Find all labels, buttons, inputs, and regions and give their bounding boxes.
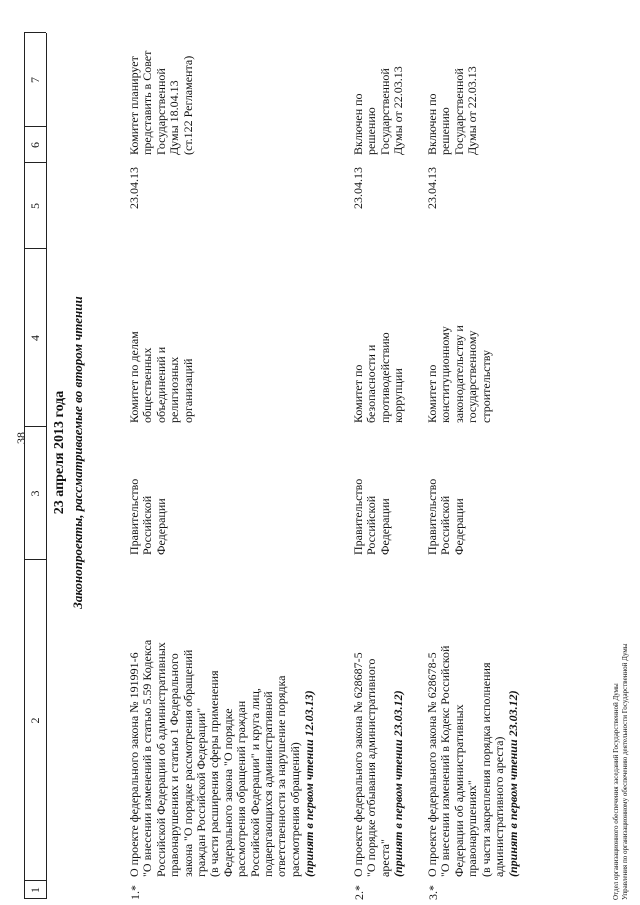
- consideration-date: 23.04.13: [351, 167, 365, 209]
- row-number: 3.*: [426, 885, 440, 900]
- bill-title: О проекте федерального закона № 191991-6 "О внесении изменений в статью 5.59 Кодекса Российской Федерации об административных правонарушениях и статью 1 Федерального закона "О порядке рассмотрения обращений граждан Российской Федерации" (в части расширения сферы применения Федерального закона "О порядке рассмотрения обращений граждан Российской Федерации" и круга лиц, подвергающихся административной ответственности за нарушение порядка рассмотрения обращений): [127, 639, 302, 877]
- column-number-6: 6: [28, 142, 42, 148]
- consideration-date: 23.04.13: [425, 167, 439, 209]
- bill-initiator: Правительство Российской Федерации: [127, 478, 168, 555]
- bill-title: О проекте федерального закона № 628678-5 "О внесении изменений в Кодекс Российской Федерации об административных правонарушениях" (в части закрепления порядка исполнения административного ареста): [425, 645, 507, 877]
- footer-department: Отдел организационного обеспечения заседаний Государственной Думы: [612, 683, 620, 900]
- consideration-date: 23.04.13: [127, 167, 141, 209]
- bill-reading-note: (принят в первом чтении 23.03.12): [391, 690, 405, 877]
- row-number: 1.*: [128, 885, 142, 900]
- row-number: 2.*: [352, 885, 366, 900]
- date-title: 23 апреля 2013 года: [52, 390, 67, 515]
- bill-initiator: Правительство Российской Федерации: [425, 478, 466, 555]
- column-number-7: 7: [28, 77, 42, 83]
- bill-initiator: Правительство Российской Федерации: [351, 478, 392, 555]
- bill-reading-note: (принят в первом чтении 12.03.13): [302, 690, 316, 877]
- column-number-5: 5: [28, 203, 42, 209]
- responsible-committee: Комитет по конституционному законодательству и государственному строительству: [425, 325, 493, 423]
- bill-status: Включен по решению Государственной Думы от 22.03.13: [351, 66, 406, 155]
- header-bottom-rule: [46, 33, 47, 899]
- responsible-committee: Комитет по безопасности и противодействию коррупции: [351, 332, 406, 423]
- column-number-2: 2: [28, 717, 42, 724]
- column-number-1: 1: [28, 887, 42, 893]
- page-number: 38: [14, 432, 28, 444]
- column-number-3: 3: [28, 490, 42, 497]
- column-number-4: 4: [28, 335, 42, 341]
- bill-status: Комитет планирует представить в Совет Государственной Думы 18.04.13 (ст.122 Регламента): [127, 50, 195, 155]
- bill-status: Включен по решению Государственной Думы от 22.03.13: [425, 66, 480, 155]
- bill-title: О проекте федерального закона № 628687-5 "О порядке отбывания административного ареста": [351, 652, 392, 877]
- section-title: Законопроекты, рассматриваемые во втором чтении: [70, 296, 85, 609]
- bill-reading-note: (принят в первом чтении 23.03.12): [506, 690, 520, 877]
- footer-directorate: Управления по организационному обеспечению деятельности Государственной Думы: [621, 643, 629, 900]
- responsible-committee: Комитет по делам общественных объединений и религиозных организаций: [127, 331, 195, 423]
